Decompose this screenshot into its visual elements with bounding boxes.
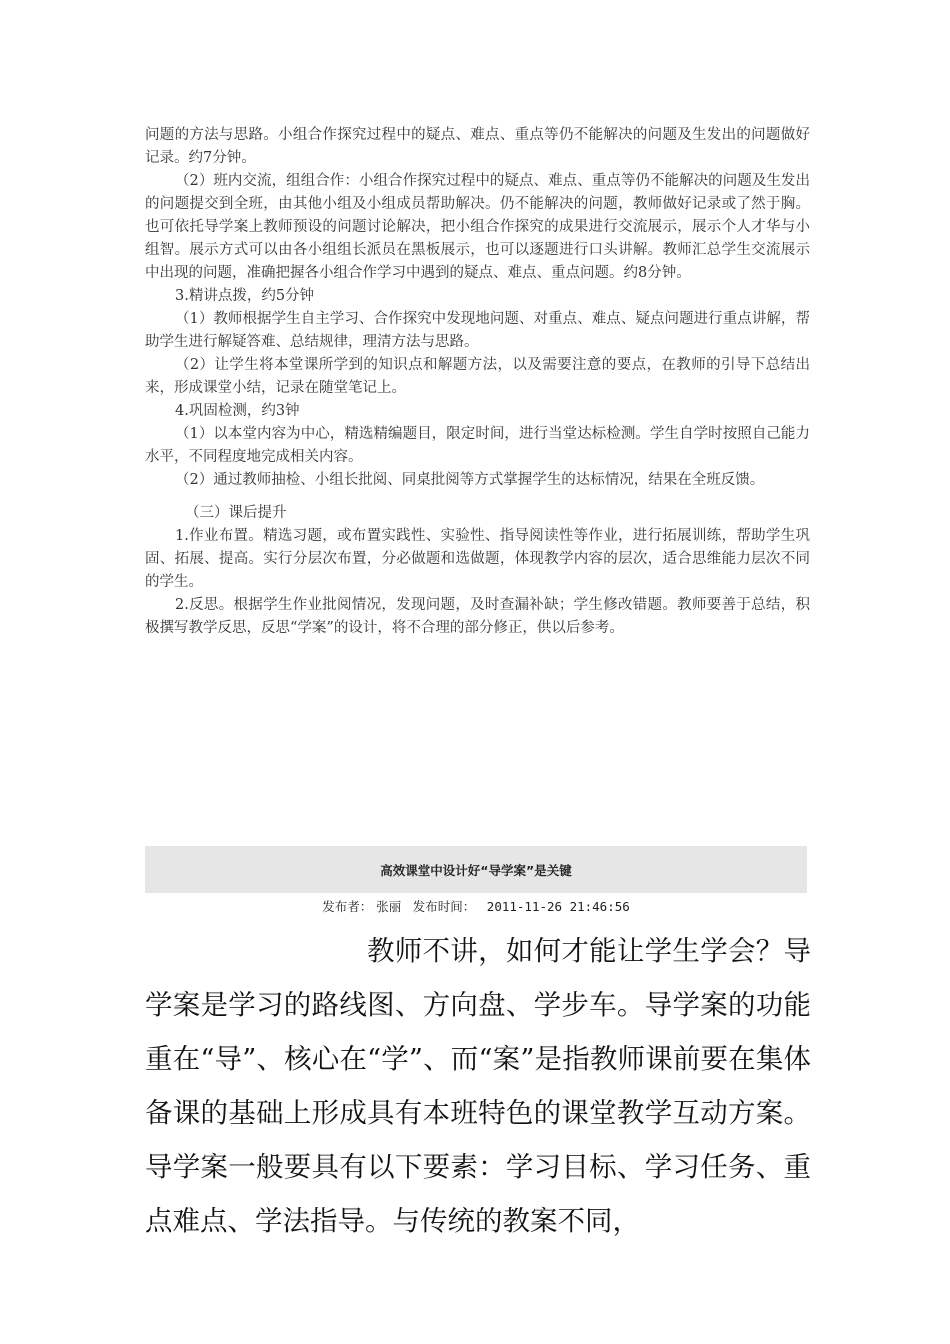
section-heading: 3.精讲点拨，约5分钟 [175, 288, 315, 304]
paragraph: 2.反思。根据学生作业批阅情况，发现问题，及时查漏补缺；学生修改错题。教师要善于总结，积极撰写教学反思，反思“学案”的设计，将不合理的部分修正，供以后参考。 [145, 597, 810, 636]
section-heading: 4.巩固检测，约3钟 [175, 403, 300, 419]
publish-time: 2011-11-26 21:46:56 [486, 899, 630, 914]
paragraph: （1）以本堂内容为中心，精选精编题目，限定时间，进行当堂达标检测。学生自学时按照自己能力水平，不同程度地完成相关内容。 [145, 426, 810, 465]
publish-time-label: 发布时间： [412, 899, 476, 914]
paragraph: （1）教师根据学生自主学习、合作探究中发现地问题、对重点、难点、疑点问题进行重点讲解，帮助学生进行解疑答难、总结规律，理清方法与思路。 [145, 311, 810, 350]
author-name: 张丽 [376, 899, 402, 914]
author-label: 发布者： [322, 899, 373, 914]
article-meta [145, 897, 807, 915]
paragraph: （2）让学生将本堂课所学到的知识点和解题方法，以及需要注意的要点，在教师的引导下总结出来，形成课堂小结，记录在随堂笔记上。 [145, 357, 810, 396]
continued-text-block [145, 124, 810, 640]
article-title: 高效课堂中设计好“导学案”是关键 [380, 862, 572, 878]
paragraph: （2）班内交流，组组合作：小组合作探究过程中的疑点、难点、重点等仍不能解决的问题及生发出的问题提交到全班，由其他小组及小组成员帮助解决。仍不能解决的问题，教师做好记录或了然于胸。也可依托导学案上教师预设的问题讨论解决，把小组合作探究的成果进行交流展示，展示个人才华与小组智。展示方式可以由各小组组长派员在黑板展示，也可以逐题进行口头讲解。教师汇总学生交流展示中出现的问题，准确把握各小组合作学习中遇到的疑点、难点、重点问题。约8分钟。 [145, 173, 810, 281]
article-title-banner [145, 846, 807, 893]
section-heading: （三）课后提升 [185, 505, 287, 521]
paragraph: 1.作业布置。精选习题，或布置实践性、实验性、指导阅读性等作业，进行拓展训练，帮助学生巩固、拓展、提高。实行分层次布置，分必做题和选做题，体现教学内容的层次，适合思维能力层次不同的学生。 [145, 528, 810, 590]
paragraph: 问题的方法与思路。小组合作探究过程中的疑点、难点、重点等仍不能解决的问题及生发出的问题做好记录。约7分钟。 [145, 127, 810, 166]
paragraph: （2）通过教师抽检、小组长批阅、同桌批阅等方式掌握学生的达标情况，结果在全班反馈。 [175, 472, 765, 488]
article-body [145, 924, 811, 1248]
article-paragraph: 教师不讲，如何才能让学生学会？导学案是学习的路线图、方向盘、学步车。导学案的功能重在“导”、核心在“学”、而“案”是指教师课前要在集体备课的基础上形成具有本班特色的课堂教学互动方案。导学案一般要具有以下要素：学习目标、学习任务、重点难点、学法指导。与传统的教案不同， [145, 935, 811, 1237]
